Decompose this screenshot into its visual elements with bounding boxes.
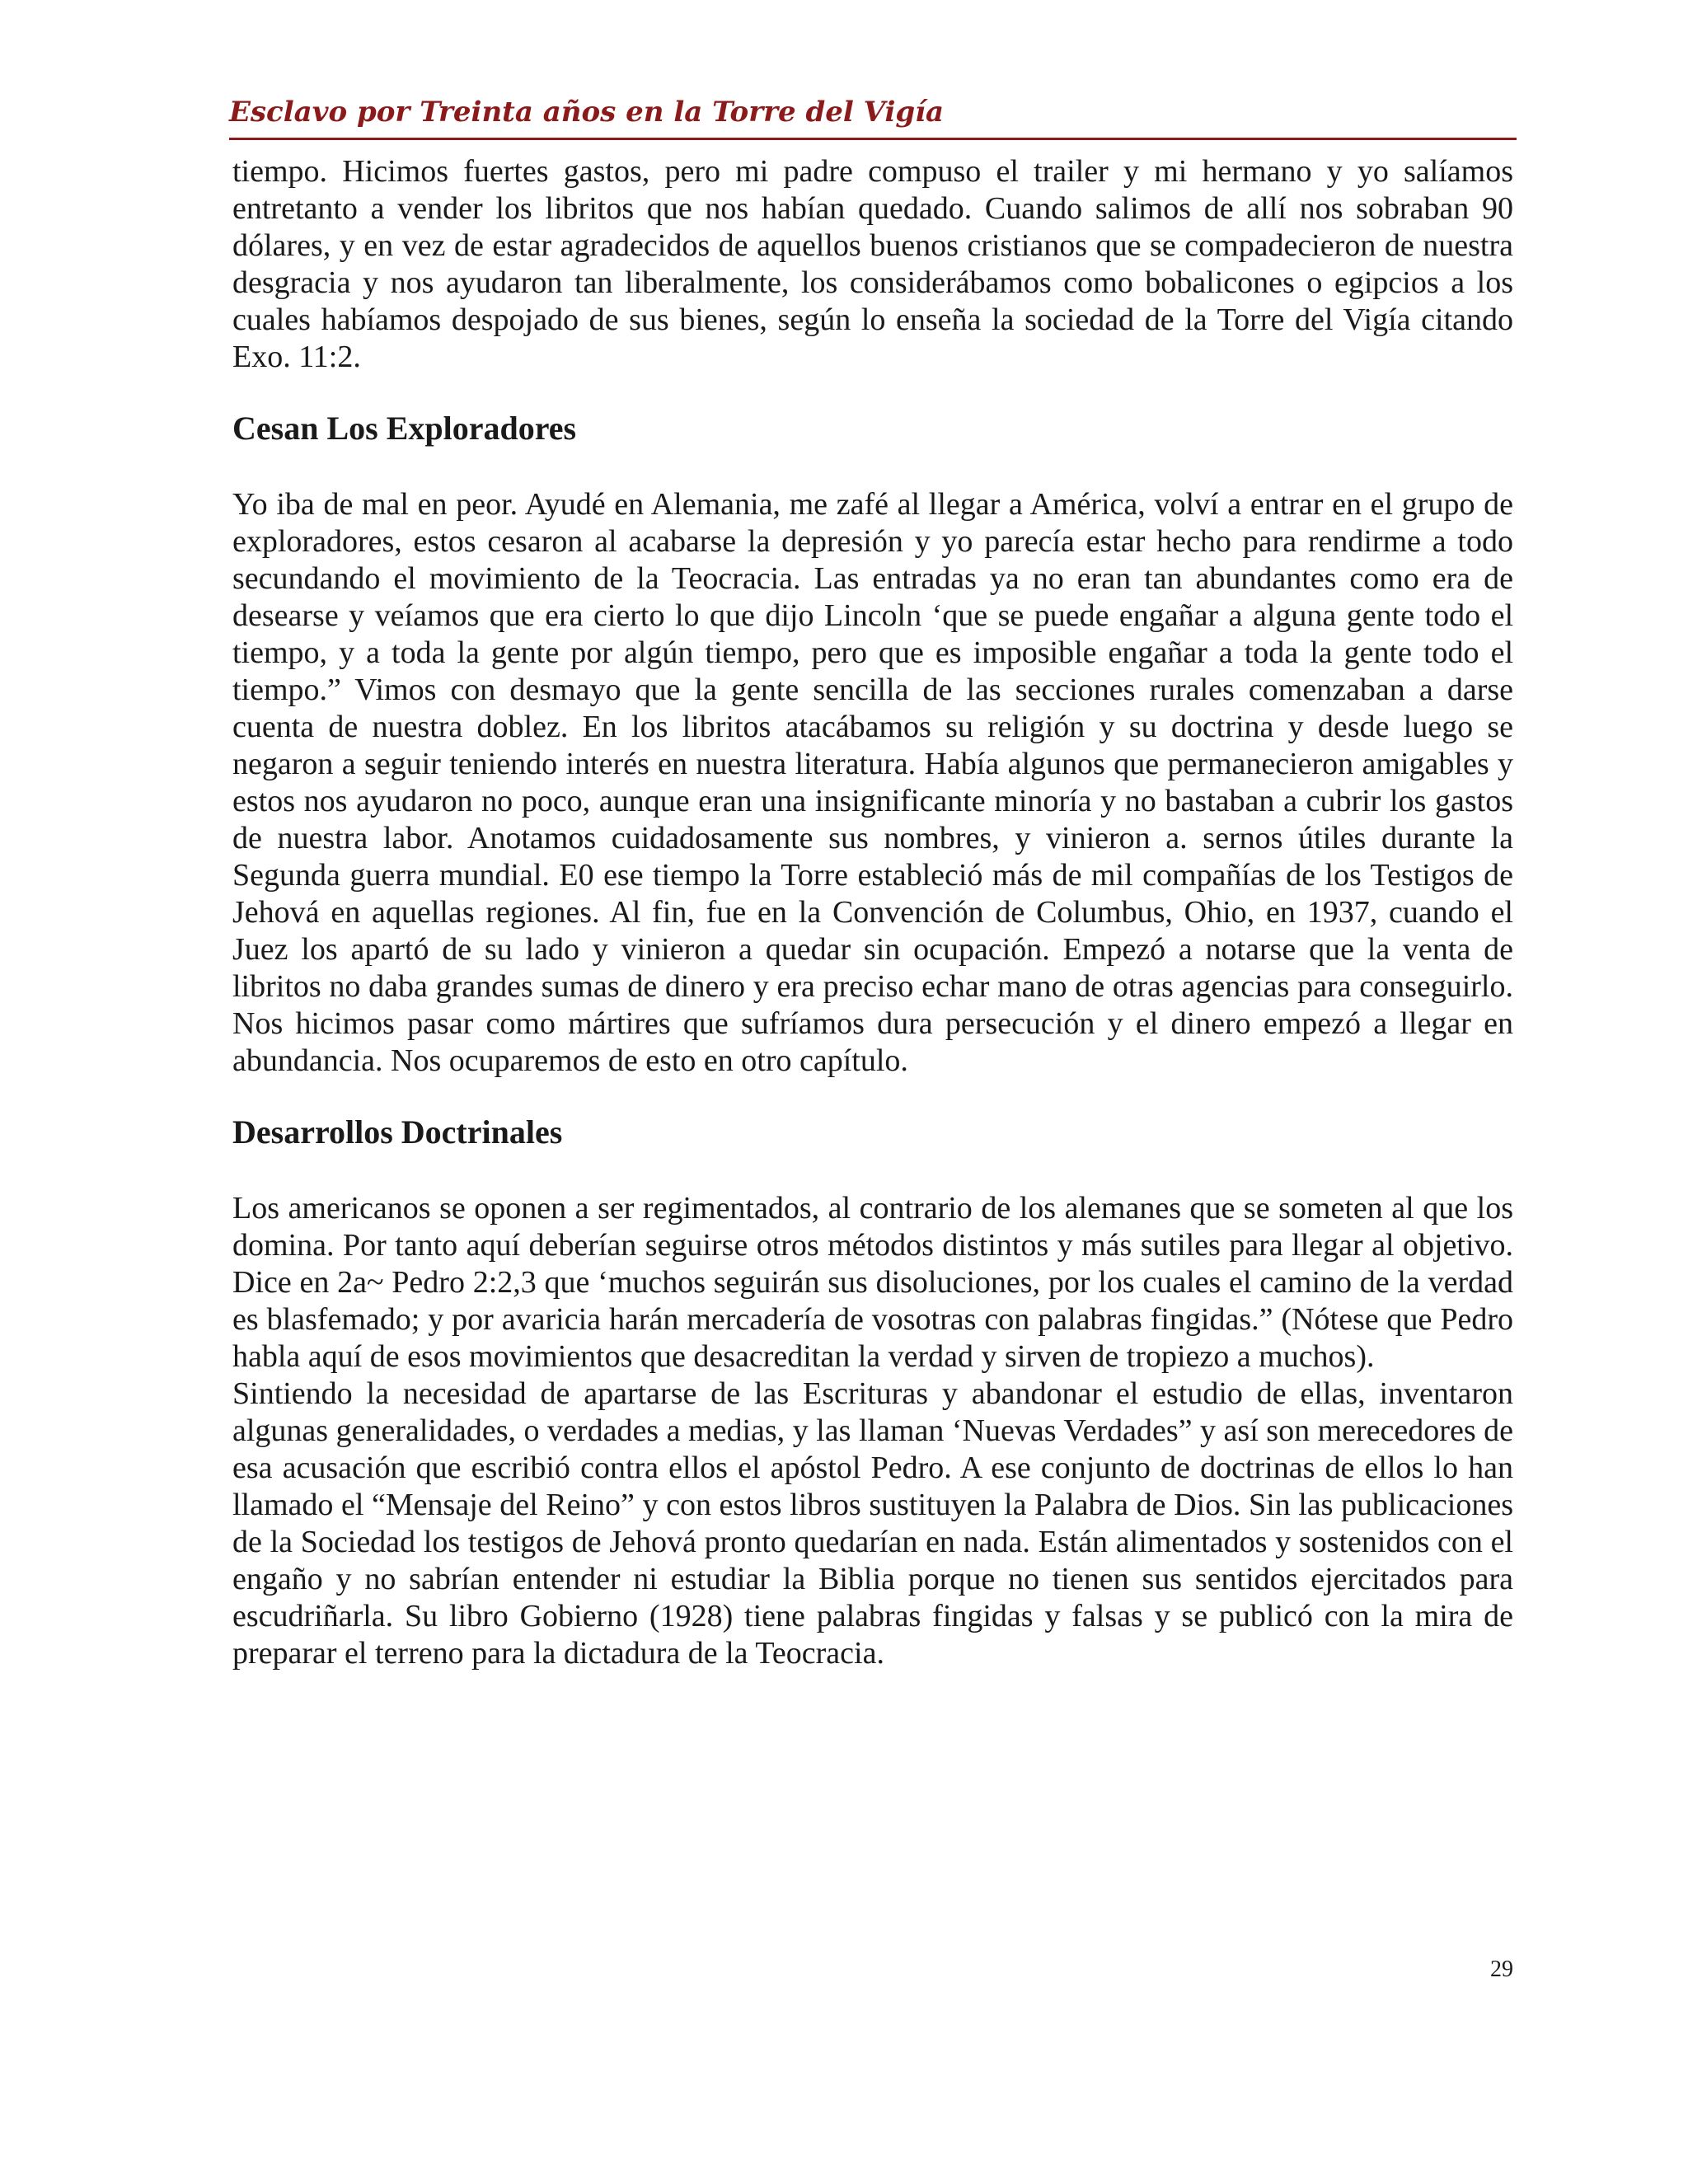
paragraph-continuation: tiempo. Hicimos fuertes gastos, pero mi padre compuso el trailer y mi hermano y yo salíamos entretanto a vender los libritos que nos habían quedado. Cuando salimos de allí nos sobraban 90 dólares, y en vez de estar agradecidos de aquellos buenos cristianos que se compadecieron de nuestra desgracia y nos ayudaron tan liberalmente, los considerábamos como bobalicones o egipcios a los cuales habíamos despojado de sus bienes, según lo enseña la sociedad de la Torre del Vigía citando Exo. 11:2.	[232, 154, 1513, 374]
paragraph-americanos: Los americanos se oponen a ser regimentados, al contrario de los alemanes que se someten al que los domina. Por tanto aquí deberían seguirse otros métodos distintos y más sutiles para llegar al objetivo. Dice en 2a~ Pedro 2:2,3 que ‘muchos seguirán sus disoluciones, por los cuales el camino de la verdad es blasfemado; y por avaricia harán mercadería de vosotras con palabras fingidas.” (Nótese que Pedro habla aquí de esos movimientos que desacreditan la verdad y sirven de tropiezo a muchos).	[232, 1191, 1513, 1374]
paragraph-exploradores: Yo iba de mal en peor. Ayudé en Alemania, me zafé al llegar a América, volví a entrar en el grupo de exploradores, estos cesaron al acabarse la depresión y yo parecía estar hecho para rendirme a todo secundando el movimiento de la Teocracia. Las entradas ya no eran tan abundantes como era de desearse y veíamos que era cierto lo que dijo Lincoln ‘que se puede engañar a alguna gente todo el tiempo, y a toda la gente por algún tiempo, pero que es imposible engañar a toda la gente todo el tiempo.” Vimos con desmayo que la gente sencilla de las secciones rurales comenzaban a darse cuenta de nuestra doblez. En los libritos atacábamos su religión y su doctrina y desde luego se negaron a seguir teniendo interés en nuestra literatura. Había algunos que permanecieron amigables y estos nos ayudaron no poco, aunque eran una insignificante minoría y no bastaban a cubrir los gastos de nuestra labor. Anotamos cuidadosamente sus nombres, y vinieron a. sernos útiles durante la Segunda guerra mundial. E0 ese tiempo la Torre estableció más de mil compañías de los Testigos de Jehová en aquellas regiones. Al fin, fue en la Convención de Columbus, Ohio, en 1937, cuando el Juez los apartó de su lado y vinieron a quedar sin ocupación. Empezó a notarse que la venta de libritos no daba grandes sumas de dinero y era preciso echar mano de otras agencias para conseguirlo. Nos hicimos pasar como mártires que sufríamos dura persecución y el dinero empezó a llegar en abundancia. Nos ocuparemos de esto en otro capítulo.	[232, 487, 1513, 1078]
page-number: 29	[1490, 1957, 1513, 1982]
paragraph-nuevas-verdades: Sintiendo la necesidad de apartarse de las Escrituras y abandonar el estudio de ellas, inventaron algunas generalidades, o verdades a medias, y las llaman ‘Nuevas Verdades” y así son merecedores de esa acusación que escribió contra ellos el apóstol Pedro. A ese conjunto de doctrinas de ellos lo han llamado el “Mensaje del Reino” y con estos libros sustituyen la Palabra de Dios. Sin las publicaciones de la Sociedad los testigos de Jehová pronto quedarían en nada. Están alimentados y sostenidos con el engaño y no sabrían entender ni estudiar la Biblia porque no tienen sus sentidos ejercitados para escudriñarla. Su libro Gobierno (1928) tiene palabras fingidas y falsas y se publicó con la mira de preparar el terreno para la dictadura de la Teocracia.	[232, 1376, 1513, 1671]
running-header	[229, 92, 1517, 140]
body-text	[232, 153, 1513, 1672]
book-title: Esclavo por Treinta años en la Torre del Vigía	[229, 96, 945, 129]
document-page	[229, 0, 1517, 2184]
section-heading-cesan-los-exploradores: Cesan Los Exploradores	[232, 410, 577, 447]
section-heading-desarrollos-doctrinales: Desarrollos Doctrinales	[232, 1113, 563, 1151]
